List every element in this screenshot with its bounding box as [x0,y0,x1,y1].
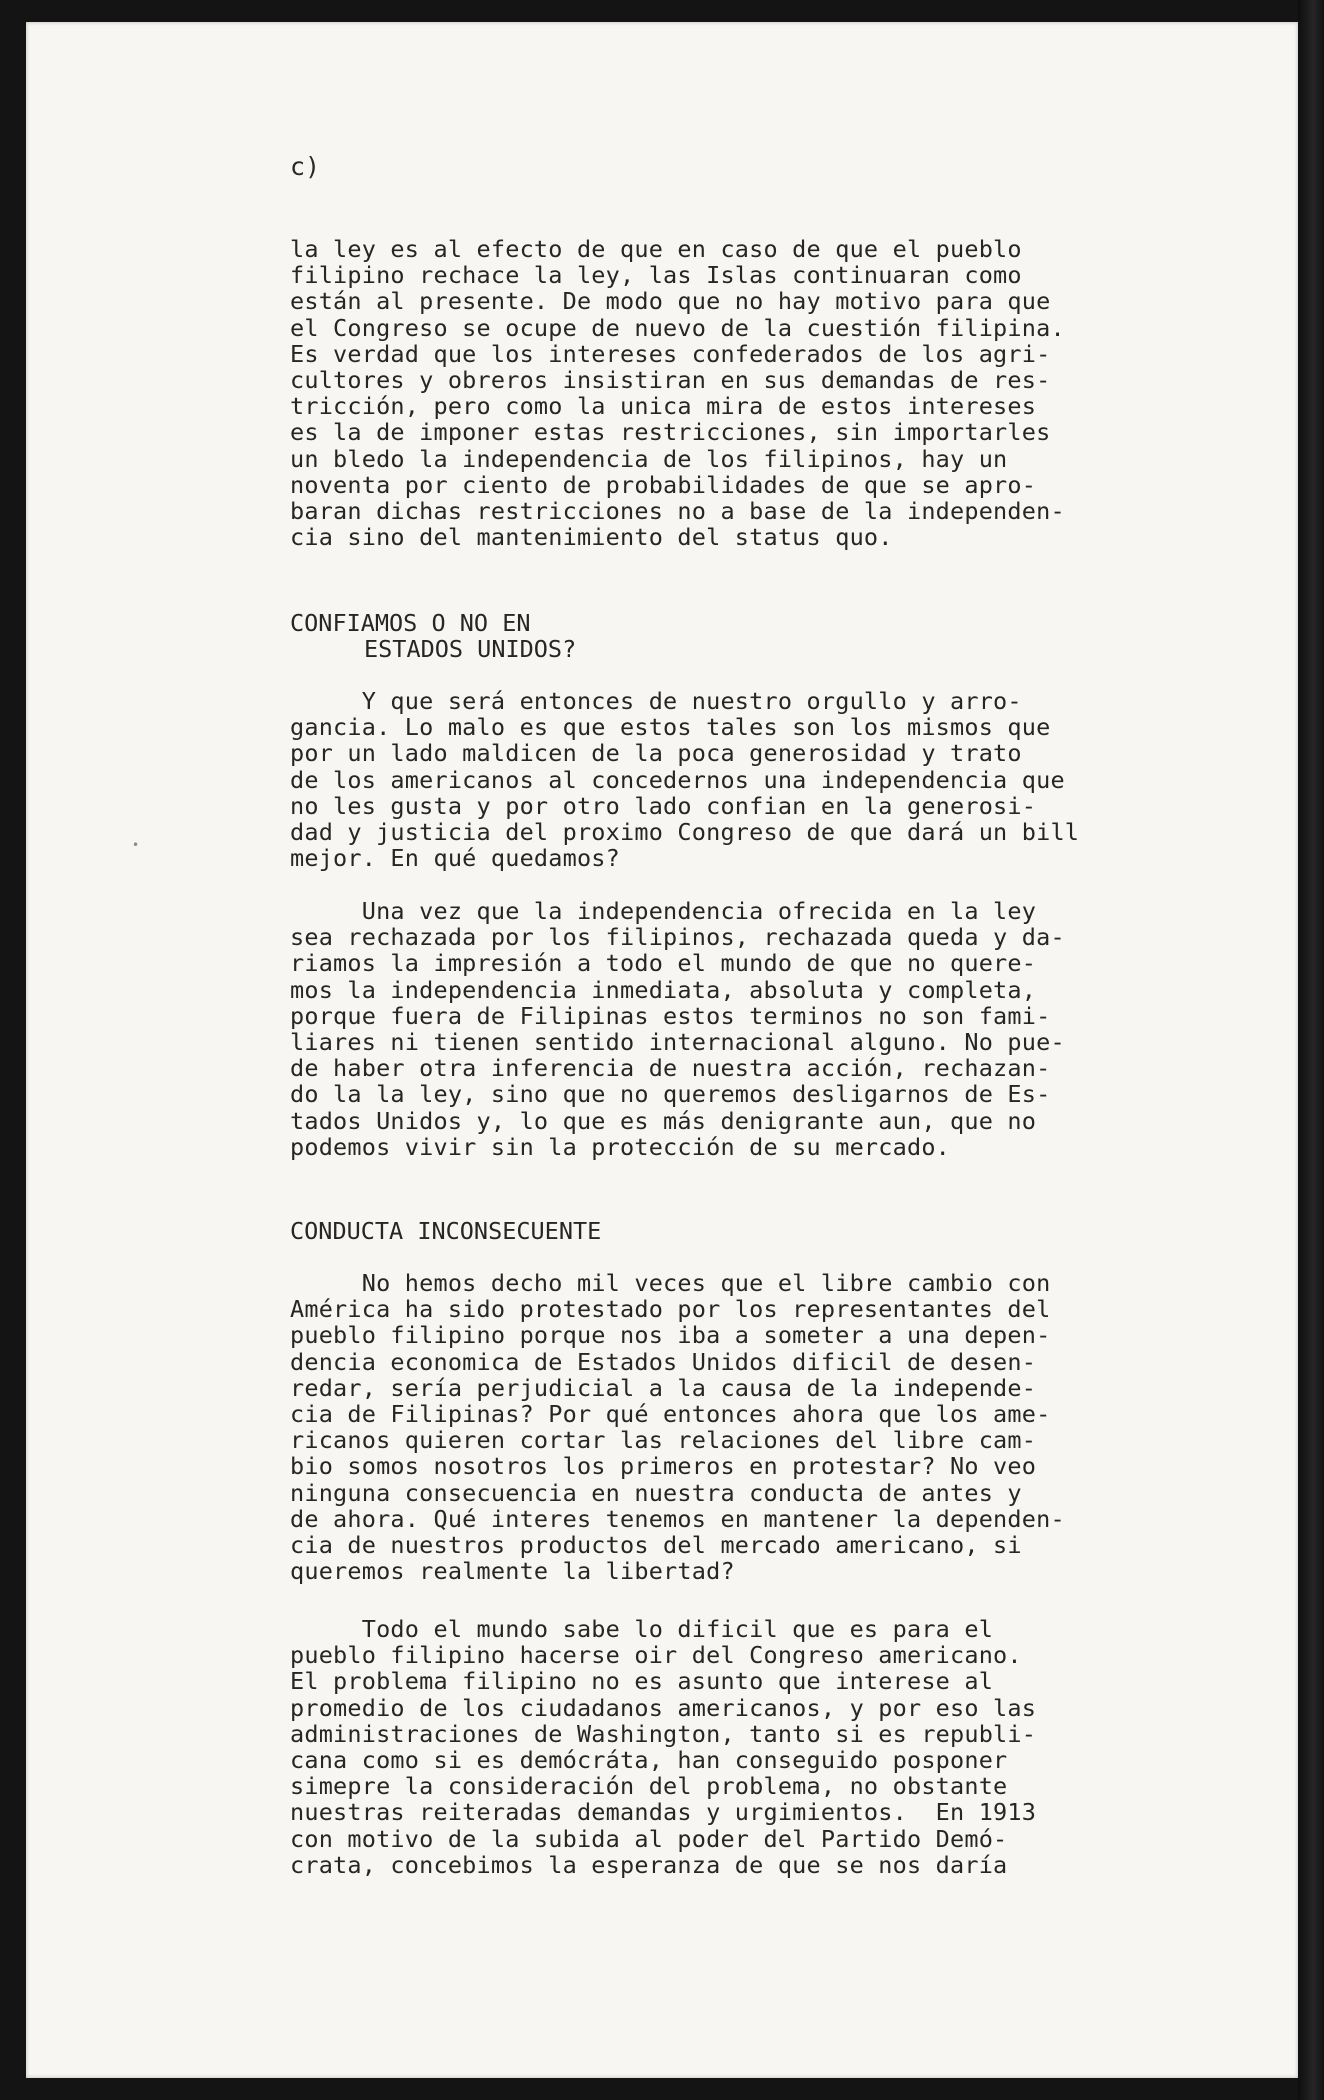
text-line: liares ni tienen sentido internacional alguno. No pue- [290,1028,1065,1057]
text-line: es la de imponer estas restricciones, sin importarles [290,418,1051,447]
text-line: administraciones de Washington, tanto si es republi- [290,1719,1037,1748]
text-line: cia de nuestros productos del mercado americano, si [290,1531,1022,1560]
text-line: Es verdad que los intereses confederados de los agri- [290,339,1051,368]
text-line: noventa por ciento de probabilidades de que se apro- [290,470,1037,499]
text-line: un bledo la independencia de los filipinos, hay un [290,444,1008,473]
text-line: pueblo filipino hacerse oir del Congreso americano. [290,1641,1022,1670]
text-line: cia de Filipinas? Por qué entonces ahora que los ame- [290,1400,1051,1429]
heading-line: CONDUCTA INCONSECUENTE [290,1217,602,1245]
text-line: con motivo de la subida al poder del Partido Demó- [290,1824,1008,1853]
text-line: queremos realmente la libertad? [290,1557,735,1586]
text-line: América ha sido protestado por los representantes del [290,1295,1051,1324]
text-line: ninguna consecuencia en nuestra conducta de antes y [290,1478,1022,1507]
text-line: el Congreso se ocupe de nuevo de la cuestión filipina. [290,313,1065,342]
text-line: sea rechazada por los filipinos, rechazada queda y da- [290,923,1065,952]
text-line: dencia economica de Estados Unidos dificil de desen- [290,1347,1037,1376]
text-line: El problema filipino no es asunto que interese al [290,1667,994,1696]
text-line: no les gusta y por otro lado confian en la generosi- [290,791,1037,820]
text-line: filipino rechace la ley, las Islas continuaran como [290,261,1022,290]
page-label: c) [290,152,321,181]
text-line: crata, concebimos la esperanza de que se nos daría [290,1850,1008,1879]
text-line: de ahora. Qué interes tenemos en mantener la dependen- [290,1504,1065,1533]
text-line: nuestras reiteradas demandas y urgimientos. En 1913 [290,1798,1037,1827]
text-line: porque fuera de Filipinas estos terminos no son fami- [290,1001,1051,1030]
text-line: mejor. En qué quedamos? [290,844,621,873]
section-heading-conducta [290,1218,601,1244]
text-line: cia sino del mantenimiento del status quo. [290,523,893,552]
text-line: redar, sería perjudicial a la causa de la independe- [290,1373,1037,1402]
text-line: de haber otra inferencia de nuestra acción, rechazan- [290,1054,1051,1083]
paragraph-1 [290,236,1170,550]
text-line: riamos la impresión a todo el mundo de que no quere- [290,949,1037,978]
text-line: promedio de los ciudadanos americanos, y por eso las [290,1693,1037,1722]
text-line: Una vez que la independencia ofrecida en la ley [290,897,1037,925]
text-line: cana como si es demócráta, han conseguido posponer [290,1746,1008,1775]
text-line: Todo el mundo sabe lo dificil que es para el [290,1615,994,1643]
text-line: podemos vivir sin la protección de su mercado. [290,1132,951,1161]
text-line: ricanos quieren cortar las relaciones del libre cam- [290,1426,1037,1455]
text-line: la ley es al efecto de que en caso de que el pueblo [290,235,1022,263]
heading-line: CONFIAMOS O NO EN [290,609,531,637]
text-line: tados Unidos y, lo que es más denigrante aun, que no [290,1106,1037,1135]
text-line: simepre la consideración del problema, no obstante [290,1772,1008,1801]
margin-mark: • [132,838,140,852]
text-line: Y que será entonces de nuestro orgullo y arro- [290,687,1022,715]
section-heading-confiamos [290,610,576,662]
heading-line: ESTADOS UNIDOS? [364,635,577,664]
text-line: gancia. Lo malo es que estos tales son los mismos que [290,713,1051,742]
text-line: están al presente. De modo que no hay motivo para que [290,287,1051,316]
text-line: bio somos nosotros los primeros en protestar? No veo [290,1452,1037,1481]
text-line: por un lado maldicen de la poca generosidad y trato [290,739,1022,768]
text-line: de los americanos al concedernos una independencia que [290,765,1065,794]
paragraph-5 [290,1616,1170,1878]
text-line: cultores y obreros insistiran en sus demandas de res- [290,366,1051,395]
text-line: pueblo filipino porque nos iba a someter a una depen- [290,1321,1051,1350]
text-line: tricción, pero como la unica mira de estos intereses [290,392,1037,421]
paragraph-3 [290,898,1170,1160]
paragraph-2 [290,688,1170,871]
text-line: No hemos decho mil veces que el libre cambio con [290,1269,1051,1297]
text-line: do la la ley, sino que no queremos desligarnos de Es- [290,1080,1051,1109]
scan-edge [1298,0,1324,2100]
text-line: baran dichas restricciones no a base de la independen- [290,497,1065,526]
text-line: mos la independencia inmediata, absoluta y completa, [290,975,1037,1004]
text-line: dad y justicia del proximo Congreso de que dará un bill [290,818,1080,847]
paragraph-4 [290,1270,1170,1584]
